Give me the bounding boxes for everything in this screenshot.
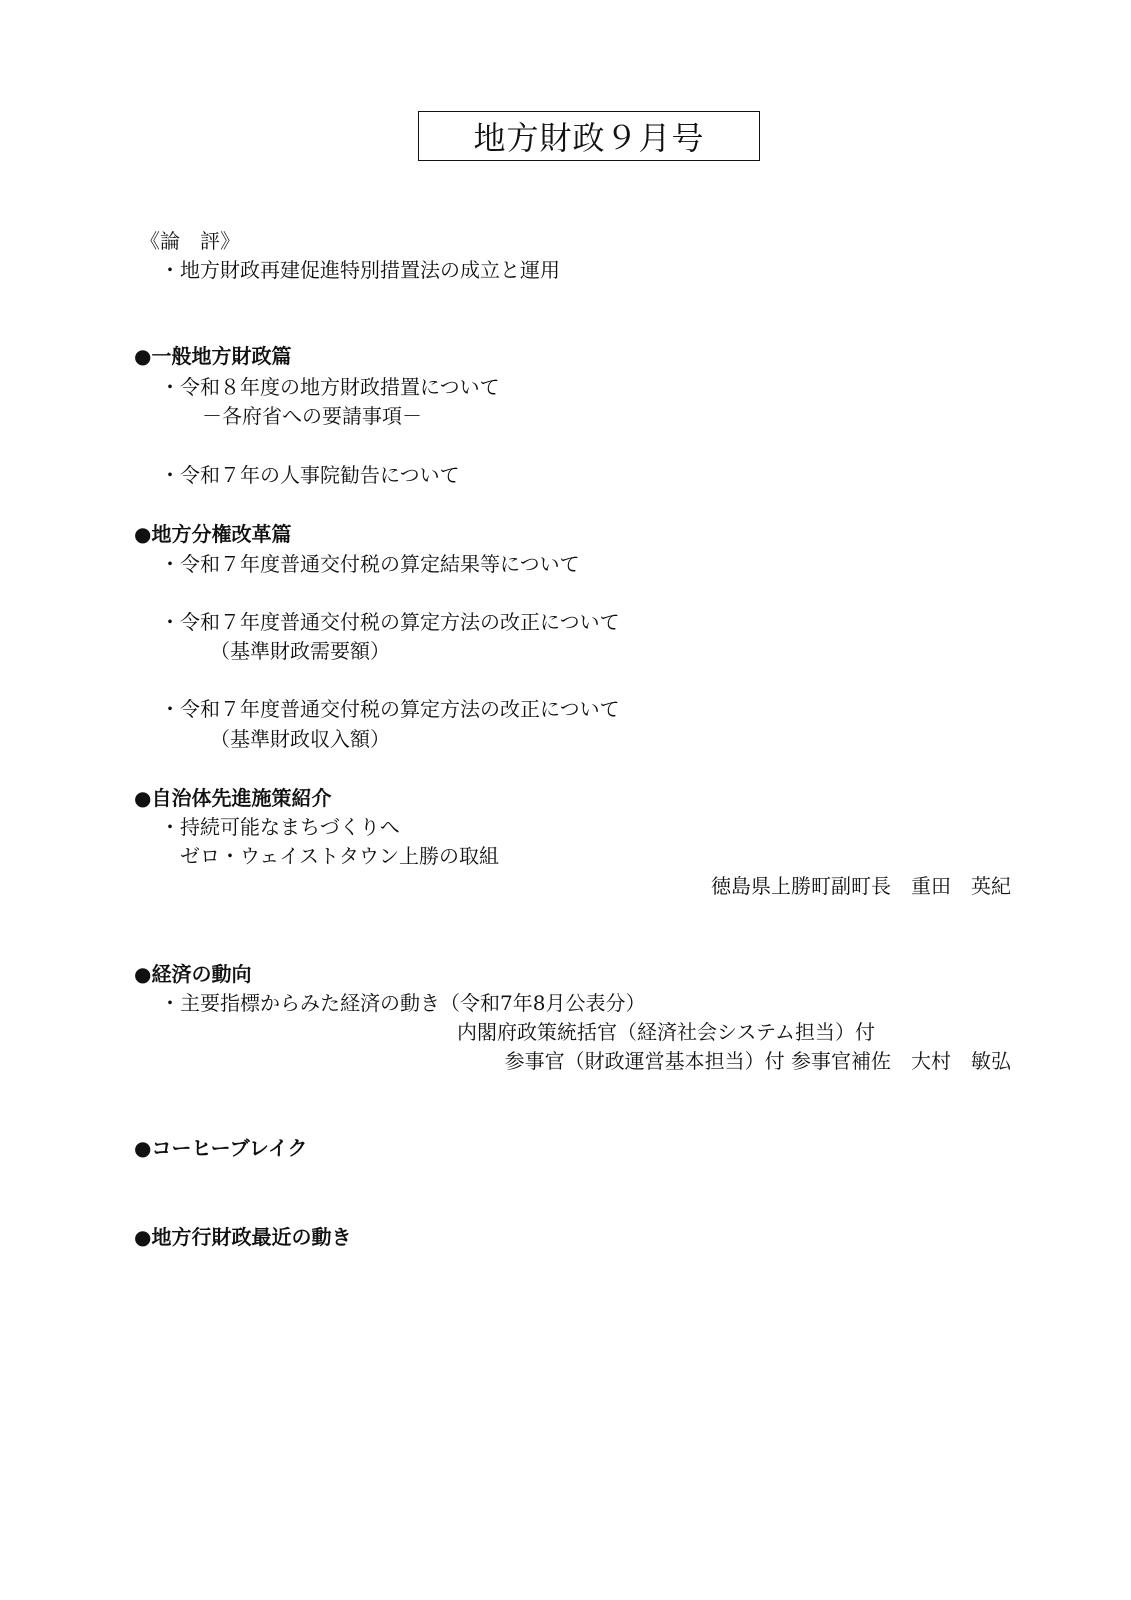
list-item-subtitle: （基準財政需要額） bbox=[210, 639, 390, 663]
section-heading-economic-trends: ●経済の動向 bbox=[134, 962, 252, 986]
list-item-subtitle: －各府省への要請事項－ bbox=[202, 404, 422, 428]
section-heading-decentralization-reform: ●地方分権改革篇 bbox=[134, 522, 292, 546]
section-heading-municipal-initiatives: ●自治体先進施策紹介 bbox=[134, 786, 332, 810]
list-item: ・令和７年の人事院勧告について bbox=[160, 463, 460, 487]
author-credit: 徳島県上勝町副町長 重田 英紀 bbox=[711, 874, 1011, 898]
ronpyo-heading: 《論 評》 bbox=[140, 229, 240, 253]
author-credit: 参事官（財政運営基本担当）付 参事官補佐 大村 敏弘 bbox=[504, 1049, 1011, 1073]
list-item: ・令和７年度普通交付税の算定方法の改正について bbox=[160, 610, 620, 634]
section-heading-coffee-break: ●コーヒーブレイク bbox=[134, 1136, 308, 1160]
list-item-subtitle: ゼロ・ウェイストタウン上勝の取組 bbox=[180, 844, 499, 868]
section-heading-general-local-finance: ●一般地方財政篇 bbox=[134, 344, 292, 368]
list-item: ・持続可能なまちづくりへ bbox=[160, 815, 400, 839]
list-item: ・令和７年度普通交付税の算定方法の改正について bbox=[160, 697, 620, 721]
ronpyo-item: ・地方財政再建促進特別措置法の成立と運用 bbox=[160, 258, 560, 282]
author-affiliation: 内閣府政策統括官（経済社会システム担当）付 bbox=[457, 1020, 875, 1044]
list-item: ・主要指標からみた経済の動き（令和7年8月公表分） bbox=[160, 991, 646, 1015]
list-item: ・令和７年度普通交付税の算定結果等について bbox=[160, 552, 580, 576]
document-title: 地方財政９月号 bbox=[418, 111, 760, 161]
list-item-subtitle: （基準財政収入額） bbox=[210, 727, 390, 751]
section-heading-recent-developments: ●地方行財政最近の動き bbox=[134, 1225, 352, 1249]
list-item: ・令和８年度の地方財政措置について bbox=[160, 375, 500, 399]
